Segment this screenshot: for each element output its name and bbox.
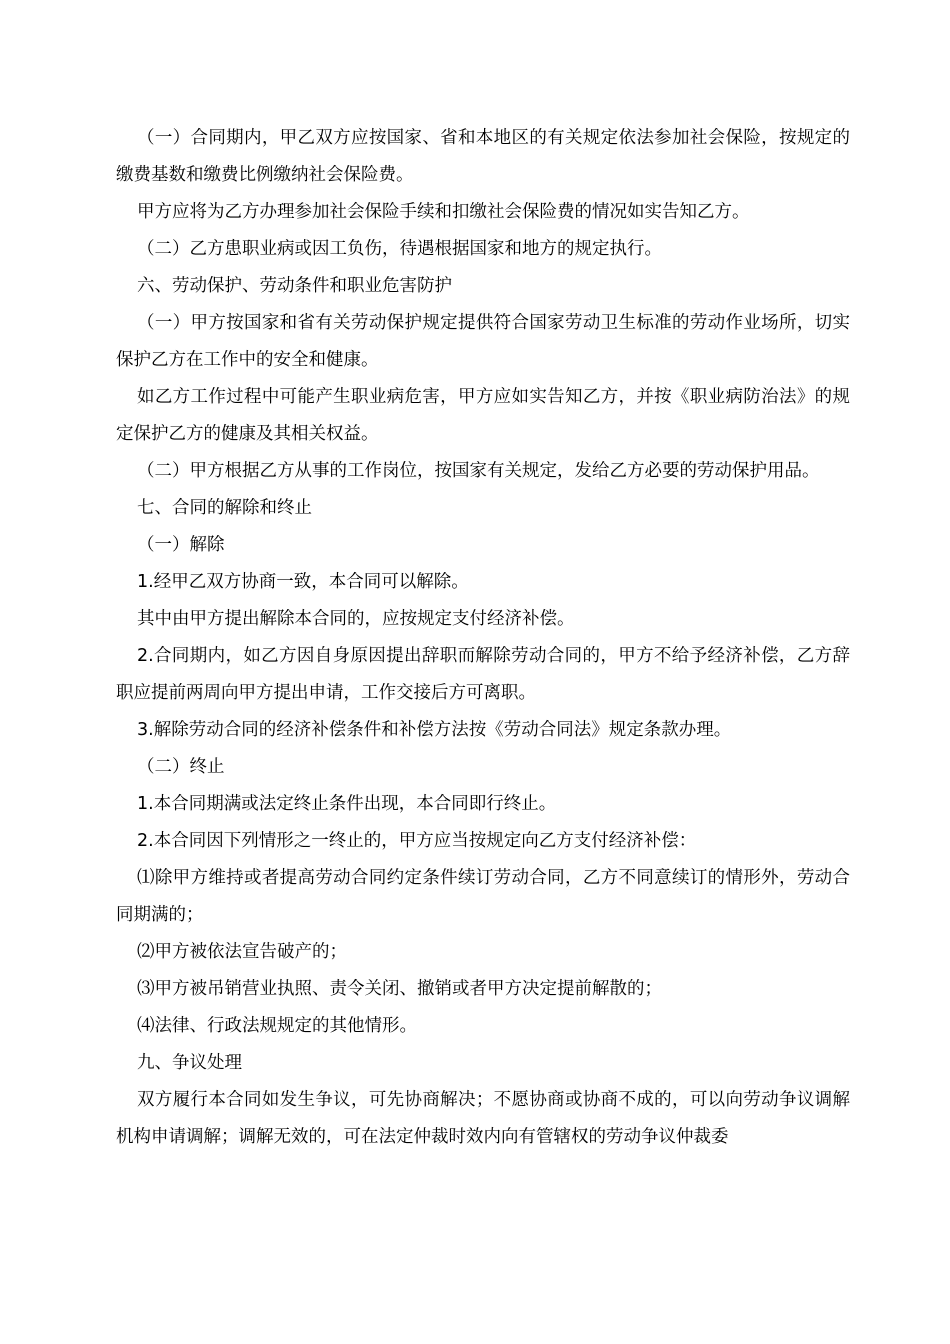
list-item: ⑷法律、行政法规规定的其他情形。: [137, 1016, 417, 1036]
section-heading-labor-protection: 六、劳动保护、劳动条件和职业危害防护: [137, 276, 452, 296]
list-item: ⑵甲方被依法宣告破产的；: [137, 942, 347, 962]
subheading-expiry: （二）终止: [137, 757, 225, 777]
paragraph-dispute-resolution: 双方履行本合同如发生争议，可先协商解决；不愿协商或协商不成的，可以向劳动争议调解机构申请调解；调解无效的，可在法定仲裁时效内向有管辖权的劳动争议仲裁委: [116, 1090, 850, 1147]
list-item: 1.本合同期满或法定终止条件出现，本合同即行终止。: [137, 794, 557, 814]
list-item: ⑴除甲方维持或者提高劳动合同约定条件续订劳动合同，乙方不同意续订的情形外，劳动合同期满的；: [116, 868, 850, 925]
paragraph-occupational-hazard: 如乙方工作过程中可能产生职业病危害，甲方应如实告知乙方，并按《职业病防治法》的规定保护乙方的健康及其相关权益。: [116, 387, 850, 444]
section-heading-termination: 七、合同的解除和终止: [137, 498, 312, 518]
list-item: 1.经甲乙双方协商一致，本合同可以解除。: [137, 572, 469, 592]
list-item: 2.本合同因下列情形之一终止的，甲方应当按规定向乙方支付经济补偿：: [137, 831, 697, 851]
paragraph-protective-equipment: （二）甲方根据乙方从事的工作岗位，按国家有关规定，发给乙方必要的劳动保护用品。: [137, 461, 820, 481]
section-heading-dispute: 九、争议处理: [137, 1053, 242, 1073]
paragraph-compensation: 其中由甲方提出解除本合同的，应按规定支付经济补偿。: [137, 609, 575, 629]
list-item: 2.合同期内，如乙方因自身原因提出辞职而解除劳动合同的，甲方不给予经济补偿，乙方辞职应提前两周向甲方提出申请，工作交接后方可离职。: [116, 646, 850, 703]
paragraph-injury-treatment: （二）乙方患职业病或因工负伤，待遇根据国家和地方的规定执行。: [137, 239, 662, 259]
paragraph-insurance-notice: 甲方应将为乙方办理参加社会保险手续和扣缴社会保险费的情况如实告知乙方。: [137, 202, 750, 222]
document-body: [116, 120, 850, 1156]
subheading-dissolution: （一）解除: [137, 535, 225, 555]
paragraph-workplace-standards: （一）甲方按国家和省有关劳动保护规定提供符合国家劳动卫生标准的劳动作业场所，切实保护乙方在工作中的安全和健康。: [116, 313, 850, 370]
paragraph-social-insurance: （一）合同期内，甲乙双方应按国家、省和本地区的有关规定依法参加社会保险，按规定的缴费基数和缴费比例缴纳社会保险费。: [116, 128, 850, 185]
list-item: ⑶甲方被吊销营业执照、责令关闭、撤销或者甲方决定提前解散的；: [137, 979, 662, 999]
list-item: 3.解除劳动合同的经济补偿条件和补偿方法按《劳动合同法》规定条款办理。: [137, 720, 732, 740]
